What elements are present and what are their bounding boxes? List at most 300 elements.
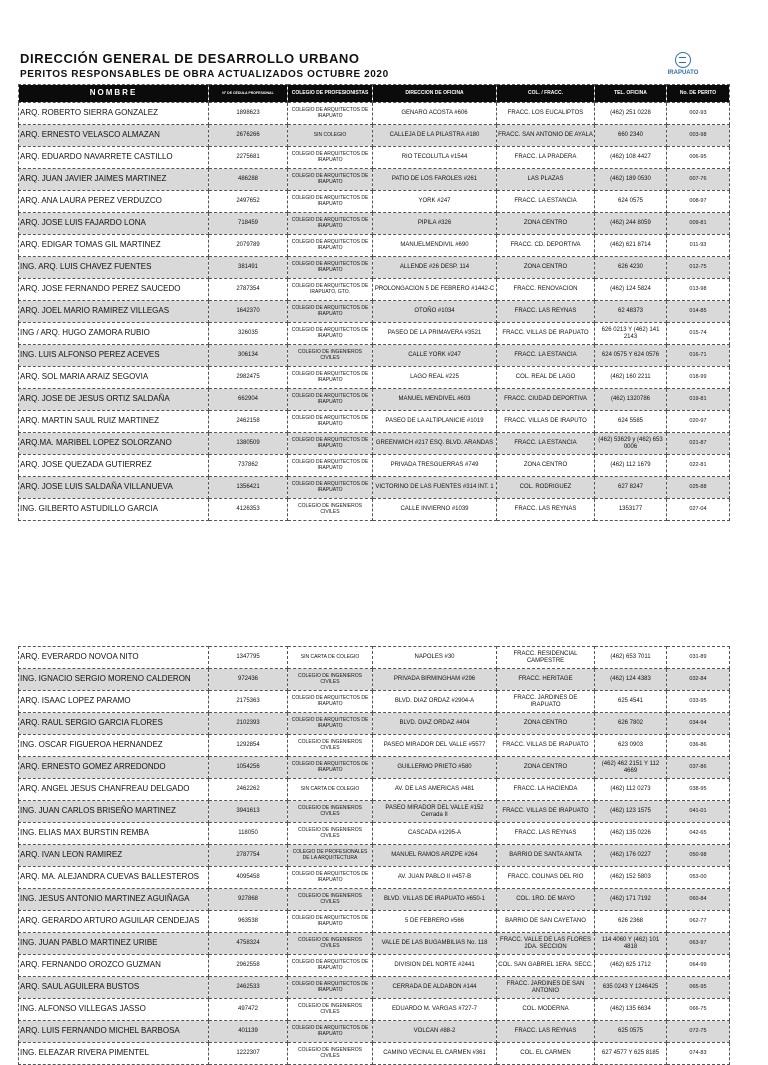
table-cell: 1356421 bbox=[209, 477, 288, 499]
table-cell: (462) 160 2211 bbox=[595, 367, 667, 389]
table-cell: ARQ. JUAN JAVIER JAIMES MARTINEZ bbox=[19, 169, 209, 191]
table-cell: 62 48373 bbox=[595, 301, 667, 323]
table-row bbox=[19, 235, 730, 257]
table-cell: FRACC. JARDINES DE SAN ANTONIO bbox=[497, 977, 595, 999]
table-cell: ARQ.MA. MARIBEL LOPEZ SOLORZANO bbox=[19, 433, 209, 455]
table-cell: (462) 462 2151 Y 112 4669 bbox=[595, 757, 667, 779]
table-cell: COLEGIO DE ARQUITECTOS DE IRAPUATO bbox=[288, 433, 373, 455]
table-cell: (462) 244 8059 bbox=[595, 213, 667, 235]
table-row bbox=[19, 691, 730, 713]
table-cell: ARQ. MARTIN SAUL RUIZ MARTINEZ bbox=[19, 411, 209, 433]
table-cell: 5 DE FEBRERO #566 bbox=[373, 911, 497, 933]
table-cell: FRACC. LA ESTANCIA bbox=[497, 345, 595, 367]
table-cell: FRACC. JARDINES DE IRAPUATO bbox=[497, 691, 595, 713]
table-cell: COLEGIO DE INGENIEROS CIVILES bbox=[288, 889, 373, 911]
table-cell: PASEO DE LA ALTIPLANICIE #1019 bbox=[373, 411, 497, 433]
table-cell: ZONA CENTRO bbox=[497, 213, 595, 235]
table-cell: SIN COLEGIO bbox=[288, 125, 373, 147]
table-cell: GENARO ACOSTA #606 bbox=[373, 103, 497, 125]
table-cell: 1380509 bbox=[209, 433, 288, 455]
table-cell: 497472 bbox=[209, 999, 288, 1021]
table-cell: COLEGIO DE ARQUITECTOS DE IRAPUATO bbox=[288, 235, 373, 257]
table-cell: ING. JUAN PABLO MARTINEZ URIBE bbox=[19, 933, 209, 955]
table-cell: 381491 bbox=[209, 257, 288, 279]
table-cell: ARQ. ROBERTO SIERRA GONZALEZ bbox=[19, 103, 209, 125]
table-row bbox=[19, 477, 730, 499]
table-cell: ZONA CENTRO bbox=[497, 713, 595, 735]
table-cell: COL. EL CARMEN bbox=[497, 1043, 595, 1065]
table-cell: COLEGIO DE ARQUITECTOS DE IRAPUATO bbox=[288, 1021, 373, 1043]
table-cell: 008-97 bbox=[667, 191, 730, 213]
table-cell: 020-97 bbox=[667, 411, 730, 433]
table-cell: CERRADA DE ALDABON #144 bbox=[373, 977, 497, 999]
table-cell: PASEO MIRADOR DEL VALLE #5577 bbox=[373, 735, 497, 757]
table-cell: LAS PLAZAS bbox=[497, 169, 595, 191]
table-cell: 306134 bbox=[209, 345, 288, 367]
table-cell: 065-95 bbox=[667, 977, 730, 999]
table-cell: 1347795 bbox=[209, 647, 288, 669]
table-cell: COLEGIO DE ARQUITECTOS DE IRAPUATO bbox=[288, 147, 373, 169]
table-cell: 623 0903 bbox=[595, 735, 667, 757]
table-cell: 016-71 bbox=[667, 345, 730, 367]
table-row bbox=[19, 323, 730, 345]
table-cell: 034-94 bbox=[667, 713, 730, 735]
table-cell: 002-93 bbox=[667, 103, 730, 125]
table-cell: 038-95 bbox=[667, 779, 730, 801]
table-cell: 624 0575 bbox=[595, 191, 667, 213]
table-cell: 118050 bbox=[209, 823, 288, 845]
table-cell: PRIVADA BIRMINGHAM #296 bbox=[373, 669, 497, 691]
table-cell: 011-93 bbox=[667, 235, 730, 257]
table-cell: 050-98 bbox=[667, 845, 730, 867]
table-cell: COLEGIO DE INGENIEROS CIVILES bbox=[288, 801, 373, 823]
table-cell: 060-84 bbox=[667, 889, 730, 911]
table-cell: 027-04 bbox=[667, 499, 730, 521]
table-cell: 2497652 bbox=[209, 191, 288, 213]
table-row bbox=[19, 801, 730, 823]
table-cell: FRACC. LAS REYNAS bbox=[497, 1021, 595, 1043]
table-cell: COLEGIO DE ARQUITECTOS DE IRAPUATO bbox=[288, 713, 373, 735]
table-cell: 2676266 bbox=[209, 125, 288, 147]
table-cell: FRACC. LA ESTANCIA bbox=[497, 433, 595, 455]
table-cell: FRACC. LOS EUCALIPTOS bbox=[497, 103, 595, 125]
table-cell: FRACC. SAN ANTONIO DE AYALA bbox=[497, 125, 595, 147]
table-cell: ING / ARQ. HUGO ZAMORA RUBIO bbox=[19, 323, 209, 345]
table-cell: PASEO DE LA PRIMAVERA #3521 bbox=[373, 323, 497, 345]
table-cell: 021-87 bbox=[667, 433, 730, 455]
table-cell: COLEGIO DE ARQUITECTOS DE IRAPUATO bbox=[288, 323, 373, 345]
irapuato-logo bbox=[665, 52, 701, 84]
table-cell: 042-65 bbox=[667, 823, 730, 845]
table-cell: COLEGIO DE ARQUITECTOS DE IRAPUATO bbox=[288, 169, 373, 191]
table-row bbox=[19, 301, 730, 323]
table-cell: 2982475 bbox=[209, 367, 288, 389]
table-cell: 627 4577 Y 625 8185 bbox=[595, 1043, 667, 1065]
table-cell: (462) 1320786 bbox=[595, 389, 667, 411]
table-cell: COLEGIO DE ARQUITECTOS DE IRAPUATO bbox=[288, 911, 373, 933]
table-cell: 066-75 bbox=[667, 999, 730, 1021]
table-cell: COLEGIO DE ARQUITECTOS DE IRAPUATO bbox=[288, 411, 373, 433]
table-row bbox=[19, 345, 730, 367]
table-cell: (462) 123 1575 bbox=[595, 801, 667, 823]
table-cell: ARQ. IVAN LEON RAMIREZ bbox=[19, 845, 209, 867]
table-cell: 2079789 bbox=[209, 235, 288, 257]
table-cell: 718459 bbox=[209, 213, 288, 235]
table-row bbox=[19, 213, 730, 235]
header-nombre: NOMBRE bbox=[19, 85, 209, 103]
table-cell: (462) 189 0530 bbox=[595, 169, 667, 191]
table-cell: FRACC. LA HACIENDA bbox=[497, 779, 595, 801]
table-row bbox=[19, 867, 730, 889]
table-cell: BLVD. DIAZ ORDAZ #2904-A bbox=[373, 691, 497, 713]
table-cell: PRIVADA TRESGUERRAS #749 bbox=[373, 455, 497, 477]
table-cell: 4095458 bbox=[209, 867, 288, 889]
table-cell: COLEGIO DE ARQUITECTOS DE IRAPUATO bbox=[288, 103, 373, 125]
table-cell: ING. GILBERTO ASTUDILLO GARCIA bbox=[19, 499, 209, 521]
table-row bbox=[19, 147, 730, 169]
table-cell: VOLCAN #88-2 bbox=[373, 1021, 497, 1043]
table-cell: RIO TECOLUTLA #1544 bbox=[373, 147, 497, 169]
table-cell: COLEGIO DE INGENIEROS CIVILES bbox=[288, 1043, 373, 1065]
table-cell: ING. LUIS ALFONSO PEREZ ACEVES bbox=[19, 345, 209, 367]
table-row bbox=[19, 411, 730, 433]
table-row bbox=[19, 125, 730, 147]
table-cell: 626 0213 Y (462) 141 2143 bbox=[595, 323, 667, 345]
table-cell: 014-85 bbox=[667, 301, 730, 323]
table-cell: 037-86 bbox=[667, 757, 730, 779]
table-cell: (462) 112 1679 bbox=[595, 455, 667, 477]
table-cell: COL. RODRIGUEZ bbox=[497, 477, 595, 499]
table-cell: FRACC. VILLAS DE IRAPUATO bbox=[497, 801, 595, 823]
table-row bbox=[19, 823, 730, 845]
table-cell: ING. OSCAR FIGUEROA HERNANDEZ bbox=[19, 735, 209, 757]
table-cell: (462) 135 0226 bbox=[595, 823, 667, 845]
table-cell: AV. DE LAS AMERICAS #481 bbox=[373, 779, 497, 801]
table-cell: 032-84 bbox=[667, 669, 730, 691]
table-cell: MANUELMENDIVIL #690 bbox=[373, 235, 497, 257]
table-cell: 4758324 bbox=[209, 933, 288, 955]
table-cell: COLEGIO DE PROFESIONALES DE LA ARQUITECTURA bbox=[288, 845, 373, 867]
table-cell: ARQ. JOSE DE JESUS ORTIZ SALDAÑA bbox=[19, 389, 209, 411]
table-cell: 662904 bbox=[209, 389, 288, 411]
table-cell: (462) 621 8714 bbox=[595, 235, 667, 257]
table-cell: 1898623 bbox=[209, 103, 288, 125]
table-cell: 064-99 bbox=[667, 955, 730, 977]
table-cell: OTOÑO #1034 bbox=[373, 301, 497, 323]
header-colonia: COL. / FRACC. bbox=[497, 85, 595, 103]
table-row bbox=[19, 1043, 730, 1065]
table-cell: 074-83 bbox=[667, 1043, 730, 1065]
table-cell: ARQ. RAUL SERGIO GARCIA FLORES bbox=[19, 713, 209, 735]
irapuato-logo-icon bbox=[675, 52, 691, 68]
table-cell: ARQ. JOSE LUIS FAJARDO LONA bbox=[19, 213, 209, 235]
table-cell: ARQ. SOL MARIA ARAIZ SEGOVIA bbox=[19, 367, 209, 389]
table-row bbox=[19, 279, 730, 301]
table-cell: BARRIO DE SAN CAYETANO bbox=[497, 911, 595, 933]
table-cell: 022-81 bbox=[667, 455, 730, 477]
table-cell: 4126353 bbox=[209, 499, 288, 521]
table-cell: 2102393 bbox=[209, 713, 288, 735]
table-cell: CALLE INVIERNO #1039 bbox=[373, 499, 497, 521]
table-cell: BLVD. DIAZ ORDAZ #404 bbox=[373, 713, 497, 735]
table-cell: 063-97 bbox=[667, 933, 730, 955]
table-cell: 2175363 bbox=[209, 691, 288, 713]
peritos-table-1 bbox=[18, 84, 730, 521]
table-cell: 025-88 bbox=[667, 477, 730, 499]
table-cell: ING. ELIAS MAX BURSTIN REMBA bbox=[19, 823, 209, 845]
table-cell: ARQ. MA. ALEJANDRA CUEVAS BALLESTEROS bbox=[19, 867, 209, 889]
table-cell: FRACC. HERITAGE bbox=[497, 669, 595, 691]
table-cell: GREENWICH #217 ESQ. BLVD. ARANDAS bbox=[373, 433, 497, 455]
table-cell: 2462262 bbox=[209, 779, 288, 801]
table-cell: FRACC. RESIDENCIAL CAMPESTRE bbox=[497, 647, 595, 669]
page-title: DIRECCIÓN GENERAL DE DESARROLLO URBANO bbox=[20, 51, 360, 66]
table-cell: ZONA CENTRO bbox=[497, 757, 595, 779]
table-cell: 009-81 bbox=[667, 213, 730, 235]
header-perito: No. DE PERITO bbox=[667, 85, 730, 103]
table-cell: 036-86 bbox=[667, 735, 730, 757]
table-cell: COLEGIO DE ARQUITECTOS DE IRAPUATO bbox=[288, 191, 373, 213]
table-cell: (462) 653 7011 bbox=[595, 647, 667, 669]
table-cell: 1292854 bbox=[209, 735, 288, 757]
table-cell: 1353177 bbox=[595, 499, 667, 521]
table-cell: 033-95 bbox=[667, 691, 730, 713]
table-cell: 015-74 bbox=[667, 323, 730, 345]
table-cell: FRACC. LAS REYNAS bbox=[497, 823, 595, 845]
table-body-1 bbox=[19, 103, 730, 521]
table-cell: ARQ. EVERARDO NOVOA NITO bbox=[19, 647, 209, 669]
table-header-row bbox=[19, 85, 730, 103]
table-cell: 3941613 bbox=[209, 801, 288, 823]
table-cell: ING. ALFONSO VILLEGAS JASSO bbox=[19, 999, 209, 1021]
table-cell: SIN CARTA DE COLEGIO bbox=[288, 779, 373, 801]
table-cell: 2787754 bbox=[209, 845, 288, 867]
table-cell: 072-75 bbox=[667, 1021, 730, 1043]
table-cell: (462) 124 5824 bbox=[595, 279, 667, 301]
table-cell: 2787354 bbox=[209, 279, 288, 301]
table-cell: ING. ELEAZAR RIVERA PIMENTEL bbox=[19, 1043, 209, 1065]
header-telefono: TEL. OFICINA bbox=[595, 85, 667, 103]
table-cell: NAPOLES #30 bbox=[373, 647, 497, 669]
table-cell: COLEGIO DE ARQUITECTOS DE IRAPUATO, GTO. bbox=[288, 279, 373, 301]
table-row bbox=[19, 669, 730, 691]
table-cell: (462) 176 0227 bbox=[595, 845, 667, 867]
table-cell: ARQ. JOSE FERNANDO PEREZ SAUCEDO bbox=[19, 279, 209, 301]
table-cell: (462) 251 0228 bbox=[595, 103, 667, 125]
table-row bbox=[19, 955, 730, 977]
table-cell: 2462158 bbox=[209, 411, 288, 433]
table-row bbox=[19, 845, 730, 867]
table-cell: 1642370 bbox=[209, 301, 288, 323]
table-cell: COL. REAL DE LAGO bbox=[497, 367, 595, 389]
table-cell: COL. 1RO. DE MAYO bbox=[497, 889, 595, 911]
table-cell: 626 7802 bbox=[595, 713, 667, 735]
table-cell: COLEGIO DE INGENIEROS CIVILES bbox=[288, 933, 373, 955]
table-cell: 003-98 bbox=[667, 125, 730, 147]
table-cell: (462) 152 5803 bbox=[595, 867, 667, 889]
table-cell: COLEGIO DE ARQUITECTOS DE IRAPUATO bbox=[288, 757, 373, 779]
table-cell: 041-01 bbox=[667, 801, 730, 823]
table-cell: (462) 108 4427 bbox=[595, 147, 667, 169]
table-cell: ARQ. ERNESTO VELASCO ALMAZAN bbox=[19, 125, 209, 147]
table-cell: 972436 bbox=[209, 669, 288, 691]
table-cell: ARQ. ISAAC LOPEZ PARAMO bbox=[19, 691, 209, 713]
table-cell: MANUEL RAMOS ARIZPE #264 bbox=[373, 845, 497, 867]
table-cell: FRACC. VALLE DE LAS FLORES 2DA. SECCION bbox=[497, 933, 595, 955]
table-cell: ALLENDE #26 DESP. 114 bbox=[373, 257, 497, 279]
table-cell: ARQ. JOSE QUEZADA GUTIERREZ bbox=[19, 455, 209, 477]
table-cell: 486288 bbox=[209, 169, 288, 191]
table-cell: 2462533 bbox=[209, 977, 288, 999]
table-row bbox=[19, 103, 730, 125]
table-cell: FRACC. VILLAS DE IRAPUTO bbox=[497, 411, 595, 433]
table-cell: 062-77 bbox=[667, 911, 730, 933]
table-cell: ARQ. LUIS FERNANDO MICHEL BARBOSA bbox=[19, 1021, 209, 1043]
table-cell: FRACC. CIUDAD DEPORTIVA bbox=[497, 389, 595, 411]
table-cell: 019-81 bbox=[667, 389, 730, 411]
table-cell: FRACC. COLINAS DEL RIO bbox=[497, 867, 595, 889]
table-cell: 2275681 bbox=[209, 147, 288, 169]
peritos-table-2 bbox=[18, 646, 730, 1065]
header-cedula: N° DE CÉDULA PROFESIONAL bbox=[209, 85, 288, 103]
table-cell: 012-75 bbox=[667, 257, 730, 279]
table-cell: FRACC. LA PRADERA bbox=[497, 147, 595, 169]
header-direccion: DIRECCION DE OFICINA bbox=[373, 85, 497, 103]
table-row bbox=[19, 779, 730, 801]
table-row bbox=[19, 757, 730, 779]
table-cell: ARQ. JOSE LUIS SALDAÑA VILLANUEVA bbox=[19, 477, 209, 499]
table-cell: ZONA CENTRO bbox=[497, 455, 595, 477]
table-cell: MANUEL MENDIVEL #603 bbox=[373, 389, 497, 411]
table-cell: GUILLERMO PRIETO #580 bbox=[373, 757, 497, 779]
table-cell: ARQ. FERNANDO OROZCO GUZMAN bbox=[19, 955, 209, 977]
table-row bbox=[19, 367, 730, 389]
table-cell: 625 0575 bbox=[595, 1021, 667, 1043]
table-cell: PASEO MIRADOR DEL VALLE #152 Cerrada II bbox=[373, 801, 497, 823]
table-cell: COLEGIO DE ARQUITECTOS DE IRAPUATO bbox=[288, 301, 373, 323]
page-subtitle: PERITOS RESPONSABLES DE OBRA ACTUALIZADOS OCTUBRE 2020 bbox=[20, 69, 389, 80]
table-cell: COLEGIO DE INGENIEROS CIVILES bbox=[288, 999, 373, 1021]
table-cell: COLEGIO DE ARQUITECTOS DE IRAPUATO bbox=[288, 955, 373, 977]
table-cell: 927868 bbox=[209, 889, 288, 911]
table-row bbox=[19, 911, 730, 933]
table-cell: (462) 53629 y (462) 653 0006 bbox=[595, 433, 667, 455]
table-cell: FRACC. LA ESTANCIA bbox=[497, 191, 595, 213]
table-cell: VICTORINO DE LAS FUENTES #314 INT. 1 bbox=[373, 477, 497, 499]
table-cell: ZONA CENTRO bbox=[497, 257, 595, 279]
table-row bbox=[19, 455, 730, 477]
table-cell: 625 4541 bbox=[595, 691, 667, 713]
table-cell: COLEGIO DE ARQUITECTOS DE IRAPUATO bbox=[288, 477, 373, 499]
table-cell: CALLE YORK #247 bbox=[373, 345, 497, 367]
table-cell: COLEGIO DE INGENIEROS CIVILES bbox=[288, 345, 373, 367]
table-cell: SIN CARTA DE COLEGIO bbox=[288, 647, 373, 669]
table-cell: CASCADA #1295-A bbox=[373, 823, 497, 845]
table-cell: COL. SAN GABRIEL 1ERA. SECC. bbox=[497, 955, 595, 977]
table-cell: COLEGIO DE ARQUITECTOS DE IRAPUATO bbox=[288, 213, 373, 235]
table-cell: COLEGIO DE INGENIEROS CIVILES bbox=[288, 735, 373, 757]
table-cell: COLEGIO DE ARQUITECTOS DE IRAPUATO bbox=[288, 691, 373, 713]
table-cell: ARQ. EDIGAR TOMAS GIL MARTINEZ bbox=[19, 235, 209, 257]
table-cell: BLVD. VILLAS DE IRAPUATO #650-1 bbox=[373, 889, 497, 911]
table-cell: (462) 135 6634 bbox=[595, 999, 667, 1021]
table-cell: COLEGIO DE ARQUITECTOS DE IRAPUATO bbox=[288, 977, 373, 999]
table-cell: ING. JESUS ANTONIO MARTINEZ AGUIÑAGA bbox=[19, 889, 209, 911]
table-cell: 007-76 bbox=[667, 169, 730, 191]
table-row bbox=[19, 977, 730, 999]
table-cell: 624 5585 bbox=[595, 411, 667, 433]
table-cell: 963538 bbox=[209, 911, 288, 933]
table-cell: 627 8247 bbox=[595, 477, 667, 499]
table-cell: (462) 171 7192 bbox=[595, 889, 667, 911]
table-cell: YORK #247 bbox=[373, 191, 497, 213]
table-cell: ARQ. SAUL AGUILERA BUSTOS bbox=[19, 977, 209, 999]
table-cell: DIVISION DEL NORTE #2441 bbox=[373, 955, 497, 977]
table-row bbox=[19, 389, 730, 411]
table-cell: 737862 bbox=[209, 455, 288, 477]
table-cell: 626 2368 bbox=[595, 911, 667, 933]
table-cell: VALLE DE LAS BUGAMBILIAS No. 118 bbox=[373, 933, 497, 955]
table-cell: 401139 bbox=[209, 1021, 288, 1043]
table-row bbox=[19, 499, 730, 521]
table-cell: FRACC. VILLAS DE IRAPUATO bbox=[497, 735, 595, 757]
table-row bbox=[19, 647, 730, 669]
table-cell: ING. JUAN CARLOS BRISEÑO MARTINEZ bbox=[19, 801, 209, 823]
table-cell: FRACC. LAS REYNAS bbox=[497, 499, 595, 521]
table-cell: (462) 625 1712 bbox=[595, 955, 667, 977]
table-cell: 1054256 bbox=[209, 757, 288, 779]
table-row bbox=[19, 713, 730, 735]
table-cell: BARRIO DE SANTA ANITA bbox=[497, 845, 595, 867]
table-cell: (462) 124 4383 bbox=[595, 669, 667, 691]
table-cell: PATIO DE LOS FAROLES #261 bbox=[373, 169, 497, 191]
table-cell: ARQ. ERNESTO GOMEZ ARREDONDO bbox=[19, 757, 209, 779]
table-cell: COLEGIO DE ARQUITECTOS DE IRAPUATO bbox=[288, 455, 373, 477]
table-cell: CALLEJA DE LA PILASTRA #180 bbox=[373, 125, 497, 147]
table-cell: 660 2340 bbox=[595, 125, 667, 147]
table-cell: 624 0575 Y 624 0576 bbox=[595, 345, 667, 367]
table-cell: ARQ. GERARDO ARTURO AGUILAR CENDEJAS bbox=[19, 911, 209, 933]
table-cell: COLEGIO DE ARQUITECTOS DE IRAPUATO bbox=[288, 367, 373, 389]
table-cell: 626 4230 bbox=[595, 257, 667, 279]
table-cell: ARQ. JOEL MARIO RAMIREZ VILLEGAS bbox=[19, 301, 209, 323]
table-cell: 1222307 bbox=[209, 1043, 288, 1065]
table-row bbox=[19, 191, 730, 213]
table-cell: 114 4060 Y (462) 101 4818 bbox=[595, 933, 667, 955]
table-cell: COLEGIO DE INGENIEROS CIVILES bbox=[288, 669, 373, 691]
table-cell: CAMINO VECINAL EL CARMEN #361 bbox=[373, 1043, 497, 1065]
table-cell: FRACC. LAS REYNAS bbox=[497, 301, 595, 323]
table-cell: ING. ARQ. LUIS CHAVEZ FUENTES bbox=[19, 257, 209, 279]
logo-text: IRAPUATO bbox=[667, 70, 699, 76]
table-cell: COLEGIO DE ARQUITECTOS DE IRAPUATO bbox=[288, 257, 373, 279]
table-cell: COLEGIO DE INGENIEROS CIVILES bbox=[288, 499, 373, 521]
table-cell: COLEGIO DE ARQUITECTOS DE IRAPUATO bbox=[288, 867, 373, 889]
table-row bbox=[19, 169, 730, 191]
table-cell: 053-00 bbox=[667, 867, 730, 889]
table-cell: 2962558 bbox=[209, 955, 288, 977]
table-cell: AV. JUAN PABLO II #457-B bbox=[373, 867, 497, 889]
table-row bbox=[19, 433, 730, 455]
table-row bbox=[19, 889, 730, 911]
table-cell: 635 0243 Y 1246425 bbox=[595, 977, 667, 999]
header-colegio: COLEGIO DE PROFESIONISTAS bbox=[288, 85, 373, 103]
table-cell: (462) 112 0273 bbox=[595, 779, 667, 801]
table-row bbox=[19, 735, 730, 757]
table-cell: PROLONGACION 5 DE FEBRERO #1442-C bbox=[373, 279, 497, 301]
table-cell: ARQ. EDUARDO NAVARRETE CASTILLO bbox=[19, 147, 209, 169]
table-cell: COLEGIO DE INGENIEROS CIVILES bbox=[288, 823, 373, 845]
